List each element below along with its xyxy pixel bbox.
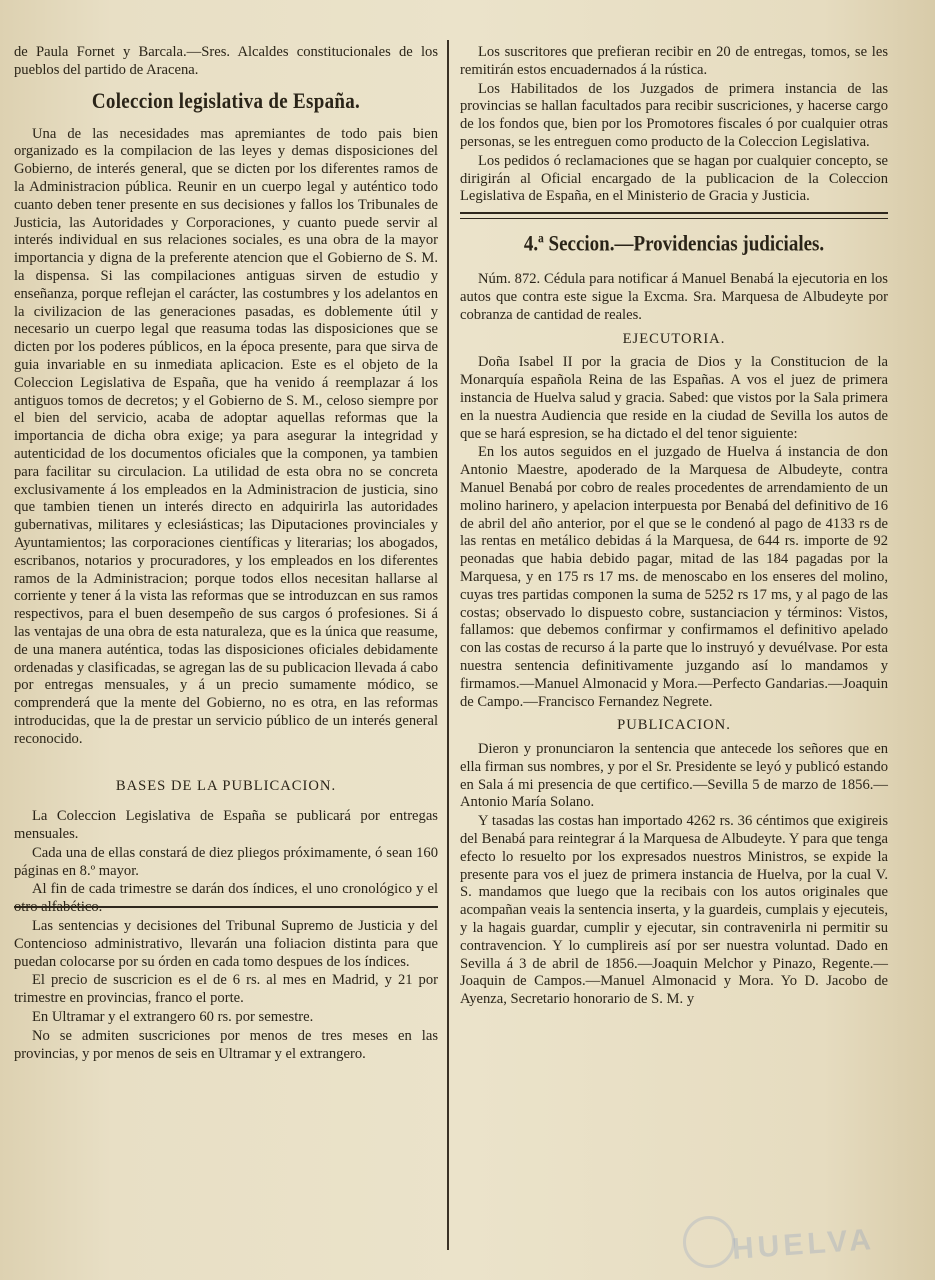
bases-item: El precio de suscricion es el de 6 rs. al mes en Madrid, y 21 por trimestre en provincias, franco el porte. [14, 972, 438, 1007]
column-divider [447, 40, 449, 1250]
coleccion-body: Una de las necesidades mas apremiantes de todo pais bien organizado es la compilacion de las leyes y demas disposiciones del Gobierno, de interés general, que se dicten por los diferentes ramos de la Administracion pública. Reunir en un cuerpo legal y auténtico todo cuanto deben tener presente en sus decisiones y fallos los Tribunales de Justicia, las Autoridades y Corporaciones, y cuanto puede servir al interés individual en sus relaciones sociales, es una obra de la mayor importancia y digna de la preferente atencion que el Gobierno de S. M. la dispensa. Si las compilaciones antiguas sirven de estudio y enseñanza, porque reflejan el carácter, las costumbres y los adelantos en la civilizacion de las generaciones pasadas, es doblemente útil y necesario un cuerpo legal que reasuma todas las disposiciones que se dicten por los poderes públicos, en la época presente, para que sirva de guia invariable en su inmediata aplicacion. Este es el objeto de la Coleccion Legislativa de España, que ha venido á reemplazar á los antiguos tomos de decretos; y el Gobierno de S. M., celoso siempre por el bien del servicio, acaba de adoptar aquellas reformas que la importancia de dicha obra exige; ya para asegurar la integridad y autenticidad de los documentos oficiales que la componen, ya tambien para facilitar su circulacion. La utilidad de esta obra no se concreta exclusivamente á los empleados en la Administracion de justicia, sino que tambien tienen un interés directo en adquirirla las autoridades gubernativas, militares y eclesiásticas; las Diputaciones provinciales y Ayuntamientos; las corporaciones científicas y literarias; los abogados, escribanos, notarios y procuradores, y los empleados en los diferentes ramos de la Administracion; porque todos ellos necesitan hallarse al corriente y tener á la vista las reformas que se introduzcan en sus ramos respectivos, para el buen desempeño de sus cargos ó profesiones. Si á las ventajas de una obra de esta naturaleza, que es la única que reasume, de una manera auténtica, todas las disposiciones oficiales debidamente ordenadas y clasificadas, se agregan las de su publicacion llevada á cabo por entregas mensuales, y á un precio sumamente módico, se comprenderá que la mente del Gobierno, no es otra, en las reformas introducidas, que la de prestar un servicio público de un interés general reconocido. [14, 125, 438, 747]
bases-item: En Ultramar y el extrangero 60 rs. por semestre. [32, 1009, 314, 1026]
watermark-seal-icon [683, 1216, 735, 1268]
ejecutoria-paragraph: Doña Isabel II por la gracia de Dios y la Constitucion de la Monarquía española Reina de las Españas. A vos el juez de primera instancia de Huelva salud y gracia. Sabed: que vistos por la Sala primera en la nuestra Audiencia que reside en la ciudad de Sevilla los autos de que se hará espresion, se ha dictado el del tenor siguiente: [460, 354, 888, 442]
continuation-paragraph: Los Habilitados de los Juzgados de primera instancia de las provincias se hallan facultados para recibir suscriciones, y hacerse cargo de los fondos que, bien por los Promotores fiscales ó por cualquier otras personas, se les entreguen como producto de la Coleccion Legislativa. [460, 80, 888, 150]
ejecutoria-title: EJECUTORIA. [622, 330, 726, 347]
continuation-paragraph: Los pedidos ó reclamaciones que se hagan por cualquier concepto, se dirigirán al Oficial encargado de la publicacion de la Coleccion Legislativa de España, en el Ministerio de Gracia y Justicia. [460, 152, 888, 205]
bases-item: La Coleccion Legislativa de España se publicará por entregas mensuales. [14, 808, 438, 843]
watermark: HUELVA [731, 1223, 876, 1266]
publicacion-paragraph: Dieron y pronunciaron la sentencia que antecede los señores que en ella firman sus nombres, y por el Sr. Presidente se leyó y publicó estando en Sala á mi presencia de que certifico.—Sevilla 5 de marzo de 1856.—Antonio María Solano. [460, 741, 888, 811]
continuation-paragraph: Los suscritores que prefieran recibir en 20 de entregas, tomos, se les remitirán estos encuadernados á la rústica. [460, 44, 888, 78]
bases-title: BASES DE LA PUBLICACION. [115, 778, 337, 795]
cedula-paragraph: Núm. 872. Cédula para notificar á Manuel Benabá la ejecutoria en los autos que contra este sigue la Excma. Sra. Marquesa de Albudeyte por cobranza de cantidad de reales. [460, 271, 888, 323]
left-column [14, 44, 438, 1064]
ejecutoria-paragraph: En los autos seguidos en el juzgado de Huelva á instancia de don Antonio Maestre, apoderado de la Marquesa de Albudeyte, contra Manuel Benabá por cobro de reales procedentes de arrendamiento de un molino harinero, y apelacion interpuesta por Benabá del definitivo de 16 de abril del año anterior, por el que se le condenó al pago de 4133 rs de las rentas en metálico debidas á la Marquesa, de 644 rs. importe de 92 peonadas que habia debido pagar, mitad de las 184 pagadas por la Marquesa, y en 175 rs 17 ms. de menoscabo en los enseres del molino, cuyas tres partidas componen la suma de 5252 rs 17 ms, y al pago de las costas; observado lo dispuesto cobre, sustanciacion y términos: Vistos, fallamos: que debemos confirmar y confirmamos el definitivo apelado con las costas de recurso á la parte que lo instruyó y devuélvase. Por esta nuestra sentencia definitivamente juzgando así lo mandamos y firmamos.—Manuel Almonacid y Mora.—Perfecto Gandarias.—Joaquin de Campo.—Francisco Fernandez Negrete. [460, 444, 888, 710]
bases-item: Al fin de cada trimestre se darán dos índices, el uno cronológico y el otro alfabético. [14, 881, 438, 916]
bases-item: No se admiten suscriciones por menos de tres meses en las provincias, y por menos de seis en Ultramar y el extrangero. [14, 1027, 438, 1062]
bases-item: Cada una de ellas constará de diez pliegos próximamente, ó sean 160 páginas en 8.º mayor. [14, 844, 438, 879]
left-rule [14, 906, 438, 911]
publicacion-paragraph: Y tasadas las costas han importado 4262 rs. 36 céntimos que exigireis del Benabá para reintegrar á la Marquesa de Albudeyte. Y para que tenga efecto lo resuelto por los expresados nuestros Ministros, se expide la presente para vos el juez de primera instancia de Huelva, por la cual V. S. mandamos que luego que la recibais con los autos originales que acompañan veais la sentencia inserta, y la guardeis, cumplais y ejecuteis, y la hagais guardar, cumplir y ejecutar, sin contravenirla ni permitir su contravencion. Y lo cumplireis así por ser nuestra voluntad. Dado en Sevilla á 3 de abril de 1856.—Joaquin Melchor y Pinazo, Regente.—Joaquin de Campos.—Manuel Almonacid y Mora. Yo D. Jacobo de Ayenza, Secretario honorario de S. M. y [460, 813, 888, 1008]
bases-item: Las sentencias y decisiones del Tribunal Supremo de Justicia y del Contencioso administrativo, llevarán una foliacion distinta para que puedan colocarse por su órden en cada tomo despues de los índices. [14, 918, 438, 970]
section-rule [460, 212, 888, 219]
coleccion-title: Coleccion legislativa de España. [91, 88, 361, 114]
publicacion-title: PUBLICACION. [617, 717, 731, 734]
intro-paragraph: de Paula Fornet y Barcala.—Sres. Alcaldes constitucionales de los pueblos del partido de Aracena. [14, 44, 438, 78]
right-column [460, 44, 888, 1010]
section-title: 4.ª Seccion.—Providencias judiciales. [523, 232, 825, 257]
